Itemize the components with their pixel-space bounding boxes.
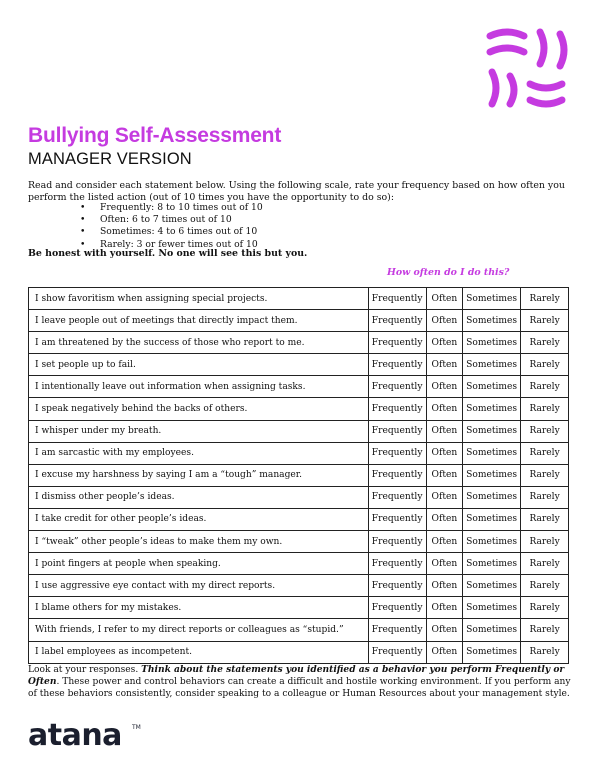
option-sometimes[interactable]: Sometimes xyxy=(463,420,521,442)
table-row xyxy=(29,442,569,464)
intro-text: Read and consider each statement below. Using the following scale, rate your frequency based on how often you perform the listed action (out of 10 times you have the opportunity to do so): xyxy=(28,180,565,203)
footer-lead: Look at your responses. xyxy=(28,665,139,675)
statement-cell: I leave people out of meetings that directly impact them. xyxy=(29,310,369,332)
table-row xyxy=(29,531,569,553)
option-often[interactable]: Often xyxy=(426,442,462,464)
statement-cell: I label employees as incompetent. xyxy=(29,641,369,663)
atana-logo xyxy=(28,715,148,751)
statement-cell: I blame others for my mistakes. xyxy=(29,597,369,619)
option-frequently[interactable]: Frequently xyxy=(368,641,426,663)
honesty-note: Be honest with yourself. No one will see this but you. xyxy=(28,248,308,259)
page-subtitle: MANAGER VERSION xyxy=(28,150,192,168)
option-often[interactable]: Often xyxy=(426,332,462,354)
option-rarely[interactable]: Rarely xyxy=(521,398,569,420)
option-rarely[interactable]: Rarely xyxy=(521,597,569,619)
option-frequently[interactable]: Frequently xyxy=(368,442,426,464)
table-row xyxy=(29,641,569,663)
scale-item: • Frequently: 8 to 10 times out of 10 xyxy=(80,202,263,214)
option-often[interactable]: Often xyxy=(426,575,462,597)
option-rarely[interactable]: Rarely xyxy=(521,288,569,310)
option-sometimes[interactable]: Sometimes xyxy=(463,288,521,310)
option-rarely[interactable]: Rarely xyxy=(521,464,569,486)
table-row xyxy=(29,464,569,486)
option-sometimes[interactable]: Sometimes xyxy=(463,575,521,597)
option-sometimes[interactable]: Sometimes xyxy=(463,332,521,354)
option-often[interactable]: Often xyxy=(426,597,462,619)
option-rarely[interactable]: Rarely xyxy=(521,376,569,398)
statement-cell: I am sarcastic with my employees. xyxy=(29,442,369,464)
statement-cell: I dismiss other people’s ideas. xyxy=(29,486,369,508)
option-frequently[interactable]: Frequently xyxy=(368,619,426,641)
table-heading: How often do I do this? xyxy=(387,267,510,278)
table-row xyxy=(29,288,569,310)
atana-mark-icon xyxy=(482,26,570,112)
option-frequently[interactable]: Frequently xyxy=(368,354,426,376)
option-frequently[interactable]: Frequently xyxy=(368,464,426,486)
option-often[interactable]: Often xyxy=(426,464,462,486)
option-sometimes[interactable]: Sometimes xyxy=(463,508,521,530)
option-rarely[interactable]: Rarely xyxy=(521,486,569,508)
statement-cell: I speak negatively behind the backs of others. xyxy=(29,398,369,420)
option-often[interactable]: Often xyxy=(426,398,462,420)
option-often[interactable]: Often xyxy=(426,420,462,442)
table-row xyxy=(29,310,569,332)
option-frequently[interactable]: Frequently xyxy=(368,597,426,619)
option-often[interactable]: Often xyxy=(426,619,462,641)
option-rarely[interactable]: Rarely xyxy=(521,641,569,663)
option-frequently[interactable]: Frequently xyxy=(368,310,426,332)
option-often[interactable]: Often xyxy=(426,508,462,530)
table-row xyxy=(29,486,569,508)
option-sometimes[interactable]: Sometimes xyxy=(463,531,521,553)
option-frequently[interactable]: Frequently xyxy=(368,575,426,597)
footer-body: These power and control behaviors can create a difficult and hostile working environment. If you perform any of these behaviors consistently, consider speaking to a colleague or Human Resources about your management style. xyxy=(28,677,571,699)
table-row xyxy=(29,597,569,619)
option-frequently[interactable]: Frequently xyxy=(368,553,426,575)
option-rarely[interactable]: Rarely xyxy=(521,310,569,332)
option-sometimes[interactable]: Sometimes xyxy=(463,619,521,641)
option-frequently[interactable]: Frequently xyxy=(368,398,426,420)
frequency-scale xyxy=(80,202,263,251)
option-frequently[interactable]: Frequently xyxy=(368,288,426,310)
statement-cell: I am threatened by the success of those who report to me. xyxy=(29,332,369,354)
option-sometimes[interactable]: Sometimes xyxy=(463,553,521,575)
closing-paragraph xyxy=(28,664,573,700)
option-frequently[interactable]: Frequently xyxy=(368,531,426,553)
option-sometimes[interactable]: Sometimes xyxy=(463,641,521,663)
option-sometimes[interactable]: Sometimes xyxy=(463,376,521,398)
page-title: Bullying Self-Assessment xyxy=(28,124,282,147)
option-sometimes[interactable]: Sometimes xyxy=(463,354,521,376)
scale-item: • Often: 6 to 7 times out of 10 xyxy=(80,214,263,226)
option-rarely[interactable]: Rarely xyxy=(521,508,569,530)
brand-wordmark: atana xyxy=(28,718,122,751)
table-row xyxy=(29,508,569,530)
option-often[interactable]: Often xyxy=(426,376,462,398)
statement-cell: I “tweak” other people’s ideas to make them my own. xyxy=(29,531,369,553)
assessment-table xyxy=(28,287,569,664)
option-rarely[interactable]: Rarely xyxy=(521,531,569,553)
option-often[interactable]: Often xyxy=(426,288,462,310)
option-often[interactable]: Often xyxy=(426,531,462,553)
option-often[interactable]: Often xyxy=(426,486,462,508)
option-sometimes[interactable]: Sometimes xyxy=(463,310,521,332)
option-sometimes[interactable]: Sometimes xyxy=(463,464,521,486)
option-sometimes[interactable]: Sometimes xyxy=(463,442,521,464)
option-sometimes[interactable]: Sometimes xyxy=(463,597,521,619)
table-row xyxy=(29,354,569,376)
footer-emphasis: Think about the statements you identified as a behavior you perform Frequently or Often xyxy=(28,664,565,688)
option-rarely[interactable]: Rarely xyxy=(521,420,569,442)
table-row xyxy=(29,332,569,354)
table-row xyxy=(29,420,569,442)
statement-cell: With friends, I refer to my direct reports or colleagues as “stupid.” xyxy=(29,619,369,641)
option-frequently[interactable]: Frequently xyxy=(368,486,426,508)
brand-trademark: TM xyxy=(132,724,141,731)
option-rarely[interactable]: Rarely xyxy=(521,332,569,354)
option-sometimes[interactable]: Sometimes xyxy=(463,486,521,508)
statement-cell: I show favoritism when assigning special projects. xyxy=(29,288,369,310)
table-row xyxy=(29,553,569,575)
option-frequently[interactable]: Frequently xyxy=(368,332,426,354)
statement-cell: I take credit for other people’s ideas. xyxy=(29,508,369,530)
statement-cell: I whisper under my breath. xyxy=(29,420,369,442)
option-rarely[interactable]: Rarely xyxy=(521,619,569,641)
option-frequently[interactable]: Frequently xyxy=(368,420,426,442)
table-row xyxy=(29,398,569,420)
option-rarely[interactable]: Rarely xyxy=(521,553,569,575)
table-row xyxy=(29,575,569,597)
option-frequently[interactable]: Frequently xyxy=(368,376,426,398)
option-often[interactable]: Often xyxy=(426,641,462,663)
statement-cell: I use aggressive eye contact with my direct reports. xyxy=(29,575,369,597)
table-row xyxy=(29,376,569,398)
footer-period: . xyxy=(56,677,60,688)
statement-cell: I set people up to fail. xyxy=(29,354,369,376)
option-sometimes[interactable]: Sometimes xyxy=(463,398,521,420)
scale-item: • Rarely: 3 or fewer times out of 10 xyxy=(80,239,263,251)
option-often[interactable]: Often xyxy=(426,354,462,376)
statement-cell: I intentionally leave out information when assigning tasks. xyxy=(29,376,369,398)
statement-cell: I point fingers at people when speaking. xyxy=(29,553,369,575)
option-often[interactable]: Often xyxy=(426,553,462,575)
option-rarely[interactable]: Rarely xyxy=(521,575,569,597)
statement-cell: I excuse my harshness by saying I am a “tough” manager. xyxy=(29,464,369,486)
scale-item: • Sometimes: 4 to 6 times out of 10 xyxy=(80,226,263,238)
table-row xyxy=(29,619,569,641)
option-frequently[interactable]: Frequently xyxy=(368,508,426,530)
option-rarely[interactable]: Rarely xyxy=(521,354,569,376)
option-rarely[interactable]: Rarely xyxy=(521,442,569,464)
option-often[interactable]: Often xyxy=(426,310,462,332)
